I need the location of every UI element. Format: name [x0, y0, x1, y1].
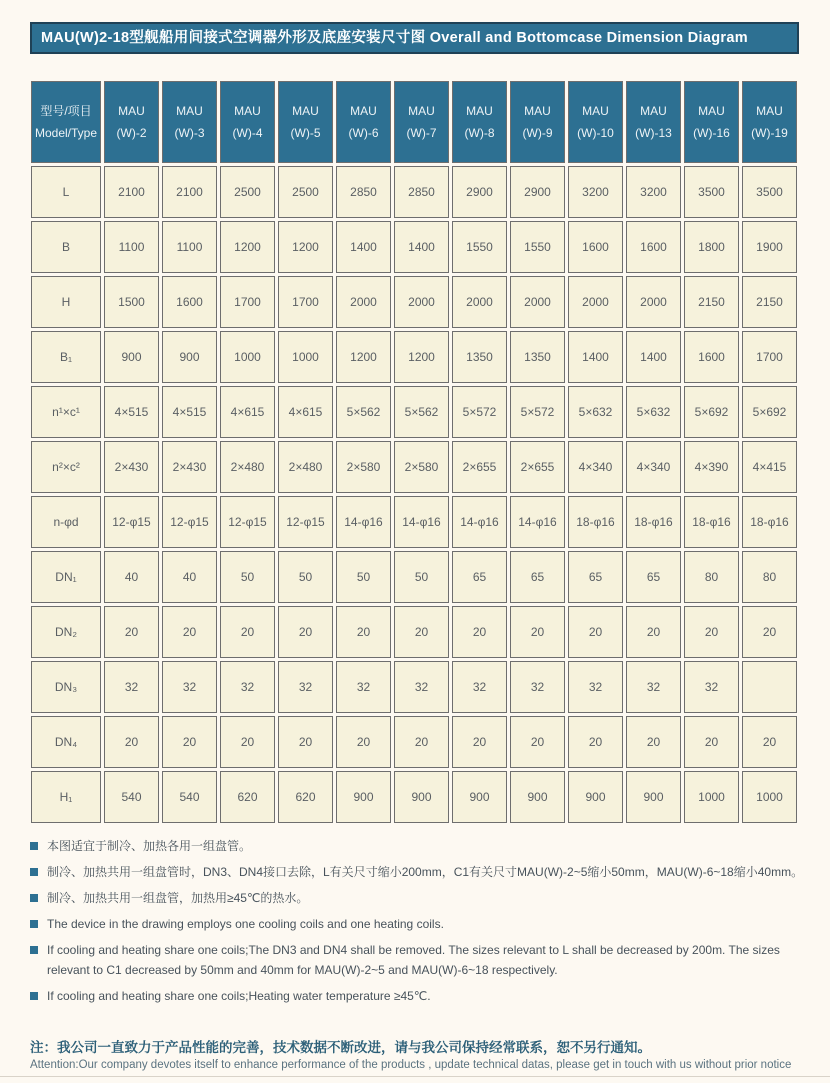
data-cell: 20: [568, 716, 623, 768]
data-cell: 2×655: [452, 441, 507, 493]
column-header-bottom: (W)-4: [232, 126, 263, 140]
note-item: [30, 862, 818, 882]
data-cell: 32: [220, 661, 275, 713]
data-cell: 2100: [162, 166, 217, 218]
footer-note-en: Attention:Our company devotes itself to enhance performance of the products , update technical datas, please get in touch with us without prior notice: [30, 1059, 792, 1071]
data-cell: 2000: [394, 276, 449, 328]
row-label: B₁: [31, 331, 101, 383]
data-cell: 1550: [510, 221, 565, 273]
data-cell: 2500: [220, 166, 275, 218]
data-cell: 32: [394, 661, 449, 713]
data-cell: 5×572: [452, 386, 507, 438]
row-label: H: [31, 276, 101, 328]
bullet-square-icon: [30, 992, 38, 1000]
table-header: [31, 81, 797, 163]
data-cell: 540: [162, 771, 217, 823]
data-cell: 20: [162, 606, 217, 658]
row-label: H₁: [31, 771, 101, 823]
data-cell: 20: [104, 606, 159, 658]
data-cell: 20: [104, 716, 159, 768]
data-cell: 2×655: [510, 441, 565, 493]
data-cell: 80: [684, 551, 739, 603]
data-cell: 1700: [278, 276, 333, 328]
note-item: [30, 836, 818, 856]
data-cell: 4×615: [278, 386, 333, 438]
table-row: [31, 661, 797, 713]
data-cell: 2000: [452, 276, 507, 328]
column-header-bottom: (W)-8: [464, 126, 495, 140]
page-title: MAU(W)2-18型舰船用间接式空调器外形及底座安装尺寸图 Overall and Bottomcase Dimension Diagram: [41, 30, 748, 46]
data-cell: 900: [452, 771, 507, 823]
column-header: [742, 81, 797, 163]
bullet-square-icon: [30, 946, 38, 954]
data-cell: 1350: [452, 331, 507, 383]
row-label: DN₄: [31, 716, 101, 768]
note-item: [30, 888, 818, 908]
data-cell: 20: [684, 716, 739, 768]
data-cell: 65: [626, 551, 681, 603]
row-label: B: [31, 221, 101, 273]
data-cell: 2000: [568, 276, 623, 328]
data-cell: 5×562: [394, 386, 449, 438]
data-cell: 900: [510, 771, 565, 823]
column-header-bottom: (W)-6: [348, 126, 379, 140]
column-header-top: MAU: [408, 103, 435, 118]
data-cell: 1600: [684, 331, 739, 383]
row-label: DN₁: [31, 551, 101, 603]
data-cell: 5×632: [626, 386, 681, 438]
data-cell: 2×480: [278, 441, 333, 493]
column-header-bottom: (W)-10: [577, 126, 614, 140]
column-header: [162, 81, 217, 163]
data-cell: 12-φ15: [278, 496, 333, 548]
data-cell: 620: [278, 771, 333, 823]
header-row: [31, 81, 797, 163]
note-text: If cooling and heating share one coils;Heating water temperature ≥45℃.: [47, 989, 431, 1003]
data-cell: 2×580: [336, 441, 391, 493]
column-header-top: MAU: [350, 103, 377, 118]
data-cell: 2000: [510, 276, 565, 328]
data-cell: 32: [510, 661, 565, 713]
data-cell: 4×515: [104, 386, 159, 438]
data-cell: 20: [568, 606, 623, 658]
data-cell: 2×430: [104, 441, 159, 493]
data-cell: 20: [626, 716, 681, 768]
data-cell: 12-φ15: [162, 496, 217, 548]
column-header-top: MAU: [234, 103, 261, 118]
data-cell: 80: [742, 551, 797, 603]
column-header-bottom: (W)-19: [751, 126, 788, 140]
data-cell: 4×415: [742, 441, 797, 493]
bullet-square-icon: [30, 868, 38, 876]
data-cell: 18-φ16: [568, 496, 623, 548]
data-cell: 900: [162, 331, 217, 383]
title-bar: [30, 22, 799, 54]
column-header: [568, 81, 623, 163]
column-header: [626, 81, 681, 163]
data-cell: 1200: [220, 221, 275, 273]
data-cell: 1600: [626, 221, 681, 273]
table-row: [31, 221, 797, 273]
bullet-square-icon: [30, 894, 38, 902]
data-cell: 900: [336, 771, 391, 823]
column-header-top: MAU: [582, 103, 609, 118]
dimension-table: [28, 78, 800, 826]
data-cell: 20: [742, 606, 797, 658]
table-row: [31, 276, 797, 328]
column-header-top: MAU: [698, 103, 725, 118]
data-cell: [742, 661, 797, 713]
data-cell: 2900: [510, 166, 565, 218]
data-cell: 900: [104, 331, 159, 383]
data-cell: 5×632: [568, 386, 623, 438]
note-text: 本图适宜于制冷、加热各用一组盘管。: [47, 839, 252, 853]
data-cell: 20: [394, 606, 449, 658]
column-header-top: MAU: [292, 103, 319, 118]
data-cell: 5×572: [510, 386, 565, 438]
column-header-bottom: (W)-13: [635, 126, 672, 140]
column-header-top: MAU: [466, 103, 493, 118]
data-cell: 18-φ16: [684, 496, 739, 548]
column-header-top: MAU: [756, 103, 783, 118]
column-header-bottom: (W)-16: [693, 126, 730, 140]
data-cell: 5×562: [336, 386, 391, 438]
row-label: n²×c²: [31, 441, 101, 493]
data-cell: 2500: [278, 166, 333, 218]
data-cell: 3500: [742, 166, 797, 218]
column-header-top: MAU: [640, 103, 667, 118]
data-cell: 32: [104, 661, 159, 713]
table-row: [31, 441, 797, 493]
data-cell: 2×430: [162, 441, 217, 493]
data-cell: 1700: [220, 276, 275, 328]
data-cell: 3200: [626, 166, 681, 218]
data-cell: 20: [626, 606, 681, 658]
table-row: [31, 386, 797, 438]
data-cell: 14-φ16: [394, 496, 449, 548]
column-header-bottom: (W)-9: [522, 126, 553, 140]
data-cell: 2000: [336, 276, 391, 328]
bullet-square-icon: [30, 920, 38, 928]
note-item: [30, 914, 818, 934]
column-header-bottom: (W)-5: [290, 126, 321, 140]
corner-label: 型号/项目: [40, 103, 92, 118]
data-cell: 1550: [452, 221, 507, 273]
table-row: [31, 496, 797, 548]
column-header-bottom: (W)-3: [174, 126, 205, 140]
data-cell: 900: [394, 771, 449, 823]
data-cell: 20: [336, 716, 391, 768]
data-cell: 2×480: [220, 441, 275, 493]
column-header: [684, 81, 739, 163]
data-cell: 1000: [220, 331, 275, 383]
data-cell: 1400: [568, 331, 623, 383]
data-cell: 20: [278, 716, 333, 768]
data-cell: 3500: [684, 166, 739, 218]
data-cell: 2×580: [394, 441, 449, 493]
data-cell: 1500: [104, 276, 159, 328]
data-cell: 1600: [162, 276, 217, 328]
data-cell: 32: [568, 661, 623, 713]
row-label: DN₂: [31, 606, 101, 658]
data-cell: 32: [162, 661, 217, 713]
data-cell: 65: [568, 551, 623, 603]
data-cell: 1100: [162, 221, 217, 273]
row-label: DN₃: [31, 661, 101, 713]
column-header-top: MAU: [118, 103, 145, 118]
data-cell: 2000: [626, 276, 681, 328]
data-cell: 1600: [568, 221, 623, 273]
data-cell: 4×390: [684, 441, 739, 493]
data-cell: 20: [742, 716, 797, 768]
data-cell: 1100: [104, 221, 159, 273]
table-row: [31, 771, 797, 823]
data-cell: 1400: [626, 331, 681, 383]
row-label: n-φd: [31, 496, 101, 548]
column-header: [510, 81, 565, 163]
column-header: [220, 81, 275, 163]
data-cell: 32: [336, 661, 391, 713]
data-cell: 14-φ16: [452, 496, 507, 548]
data-cell: 4×615: [220, 386, 275, 438]
data-cell: 20: [452, 606, 507, 658]
column-header: [452, 81, 507, 163]
data-cell: 900: [568, 771, 623, 823]
data-cell: 2100: [104, 166, 159, 218]
data-cell: 32: [452, 661, 507, 713]
data-cell: 14-φ16: [510, 496, 565, 548]
data-cell: 1400: [394, 221, 449, 273]
footer-note-zh: 注：我公司一直致力于产品性能的完善，技术数据不断改进，请与我公司保持经常联系，恕不另行通知。: [30, 1040, 651, 1055]
data-cell: 20: [220, 716, 275, 768]
data-cell: 18-φ16: [742, 496, 797, 548]
notes-list: [30, 836, 818, 1012]
bullet-square-icon: [30, 842, 38, 850]
data-cell: 20: [162, 716, 217, 768]
column-header: [336, 81, 391, 163]
column-header-bottom: (W)-7: [406, 126, 437, 140]
data-cell: 2900: [452, 166, 507, 218]
data-cell: 1350: [510, 331, 565, 383]
note-text: 制冷、加热共用一组盘管，加热用≥45℃的热水。: [47, 891, 309, 905]
data-cell: 1800: [684, 221, 739, 273]
table-row: [31, 331, 797, 383]
table-row: [31, 716, 797, 768]
row-label: L: [31, 166, 101, 218]
data-cell: 40: [162, 551, 217, 603]
data-cell: 1700: [742, 331, 797, 383]
data-cell: 14-φ16: [336, 496, 391, 548]
data-cell: 4×340: [626, 441, 681, 493]
column-header: [104, 81, 159, 163]
data-cell: 5×692: [684, 386, 739, 438]
corner-sublabel: Model/Type: [34, 126, 98, 140]
data-cell: 20: [336, 606, 391, 658]
note-text: The device in the drawing employs one cooling coils and one heating coils.: [47, 917, 444, 931]
data-cell: 1400: [336, 221, 391, 273]
data-cell: 18-φ16: [626, 496, 681, 548]
data-cell: 4×340: [568, 441, 623, 493]
table-row: [31, 606, 797, 658]
data-cell: 2850: [394, 166, 449, 218]
data-cell: 3200: [568, 166, 623, 218]
data-cell: 20: [278, 606, 333, 658]
data-cell: 620: [220, 771, 275, 823]
data-cell: 900: [626, 771, 681, 823]
data-cell: 1200: [278, 221, 333, 273]
data-cell: 12-φ15: [220, 496, 275, 548]
data-cell: 20: [452, 716, 507, 768]
data-cell: 20: [510, 606, 565, 658]
data-cell: 12-φ15: [104, 496, 159, 548]
row-label: n¹×c¹: [31, 386, 101, 438]
bottom-divider: [0, 1076, 830, 1077]
table-row: [31, 166, 797, 218]
data-cell: 20: [510, 716, 565, 768]
data-cell: 1000: [684, 771, 739, 823]
data-cell: 50: [394, 551, 449, 603]
table-body: [31, 166, 797, 823]
data-cell: 50: [336, 551, 391, 603]
data-cell: 20: [684, 606, 739, 658]
footer-note: [30, 1036, 820, 1071]
data-cell: 1000: [742, 771, 797, 823]
table-row: [31, 551, 797, 603]
data-cell: 20: [220, 606, 275, 658]
data-cell: 540: [104, 771, 159, 823]
data-cell: 1200: [336, 331, 391, 383]
data-cell: 2150: [742, 276, 797, 328]
data-cell: 2850: [336, 166, 391, 218]
data-cell: 40: [104, 551, 159, 603]
note-item: [30, 940, 818, 980]
data-cell: 32: [684, 661, 739, 713]
data-cell: 32: [278, 661, 333, 713]
data-cell: 1200: [394, 331, 449, 383]
data-cell: 20: [394, 716, 449, 768]
data-cell: 65: [510, 551, 565, 603]
corner-header-cell: [31, 81, 101, 163]
note-text: If cooling and heating share one coils;The DN3 and DN4 shall be removed. The sizes relevant to L shall be decreased by 200m. The sizes relevant to C1 decreased by 50mm and 40mm for MAU(W)-2~5 and MAU(W)-6~18 respectively.: [47, 943, 780, 977]
column-header-bottom: (W)-2: [116, 126, 147, 140]
data-cell: 50: [220, 551, 275, 603]
data-cell: 32: [626, 661, 681, 713]
data-cell: 5×692: [742, 386, 797, 438]
note-text: 制冷、加热共用一组盘管时，DN3、DN4接口去除，L有关尺寸缩小200mm，C1有关尺寸MAU(W)-2~5缩小50mm，MAU(W)-6~18缩小40mm。: [47, 865, 804, 879]
note-item: [30, 986, 818, 1006]
data-cell: 50: [278, 551, 333, 603]
data-cell: 4×515: [162, 386, 217, 438]
column-header: [278, 81, 333, 163]
column-header-top: MAU: [524, 103, 551, 118]
column-header: [394, 81, 449, 163]
column-header-top: MAU: [176, 103, 203, 118]
data-cell: 1900: [742, 221, 797, 273]
data-cell: 65: [452, 551, 507, 603]
data-cell: 1000: [278, 331, 333, 383]
data-cell: 2150: [684, 276, 739, 328]
